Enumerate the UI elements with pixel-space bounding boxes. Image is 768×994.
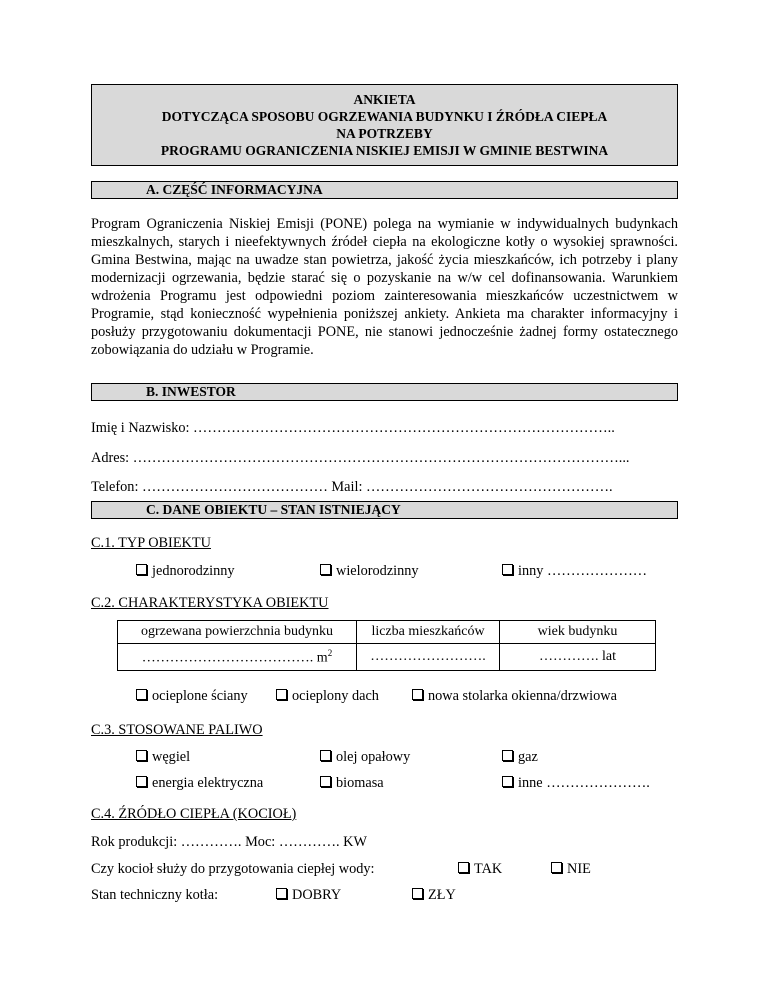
checkbox-icon[interactable] [276, 888, 287, 899]
checkbox-icon[interactable] [136, 689, 147, 700]
header-age: wiek budynku [500, 621, 656, 644]
address-field[interactable]: Adres: …………………………………………………………………………………………... [91, 450, 630, 466]
option-dobry[interactable]: DOBRY [276, 887, 341, 904]
form-header [91, 84, 678, 166]
year-power-field[interactable]: Rok produkcji: …………. Moc: …………. KW [91, 834, 367, 850]
hot-water-question: Czy kocioł służy do przygotowania ciepłej wody: [91, 861, 375, 877]
c4-title: C.4. ŹRÓDŁO CIEPŁA (KOCIOŁ) [91, 806, 297, 822]
checkbox-icon[interactable] [320, 750, 331, 761]
value-area[interactable]: ………………………………. $m^2$ [118, 644, 357, 671]
name-field[interactable]: Imię i Nazwisko: …………………………………………………………………………….. [91, 420, 615, 436]
value-age[interactable]: …………. lat [500, 644, 656, 671]
section-a-bar [91, 181, 678, 199]
checkbox-icon[interactable] [502, 564, 513, 575]
checkbox-icon[interactable] [136, 750, 147, 761]
checkbox-icon[interactable] [458, 862, 469, 873]
section-c-bar [91, 501, 678, 519]
value-residents[interactable]: ……………………. [357, 644, 500, 671]
header-residents: liczba mieszkańców [357, 621, 500, 644]
option-biomasa[interactable]: biomasa [320, 775, 384, 792]
condition-question: Stan techniczny kotła: [91, 887, 219, 903]
option-zly[interactable]: ZŁY [412, 887, 456, 904]
option-olej-opalowy[interactable]: olej opałowy [320, 749, 410, 766]
section-b-title: B. INWESTOR [146, 384, 236, 399]
option-wegiel[interactable]: węgiel [136, 749, 190, 766]
phone-mail-field[interactable]: Telefon: ………………………………… Mail: ……………………………………………. [91, 479, 613, 495]
checkbox-icon[interactable] [136, 564, 147, 575]
header-line-4: PROGRAMU OGRANICZENIA NISKIEJ EMISJI W GMINIE BESTWINA [160, 143, 609, 158]
option-ocieplone-sciany[interactable]: ocieplone ściany [136, 688, 248, 705]
checkbox-icon[interactable] [276, 689, 287, 700]
option-nie[interactable]: NIE [551, 861, 591, 878]
option-ocieplony-dach[interactable]: ocieplony dach [276, 688, 379, 705]
option-jednorodzinny[interactable]: jednorodzinny [136, 563, 235, 580]
option-nowa-stolarka[interactable]: nowa stolarka okienna/drzwiowa [412, 688, 617, 705]
checkbox-icon[interactable] [320, 564, 331, 575]
section-c-title: C. DANE OBIEKTU – STAN ISTNIEJĄCY [146, 502, 401, 517]
object-characteristics-table [117, 620, 656, 671]
header-line-3: NA POTRZEBY [336, 126, 433, 141]
c1-title: C.1. TYP OBIEKTU [91, 535, 211, 551]
option-wielorodzinny[interactable]: wielorodzinny [320, 563, 419, 580]
header-line-2: DOTYCZĄCA SPOSOBU OGRZEWANIA BUDYNKU I ŹRÓDŁA CIEPŁA [161, 109, 608, 124]
header-line-1: ANKIETA [353, 92, 416, 107]
checkbox-icon[interactable] [136, 776, 147, 787]
checkbox-icon[interactable] [412, 888, 423, 899]
checkbox-icon[interactable] [551, 862, 562, 873]
c2-title: C.2. CHARAKTERYSTYKA OBIEKTU [91, 595, 329, 611]
checkbox-icon[interactable] [320, 776, 331, 787]
option-gaz[interactable]: gaz [502, 749, 538, 766]
option-inne[interactable]: inne …………………. [502, 775, 650, 792]
section-b-bar [91, 383, 678, 401]
checkbox-icon[interactable] [412, 689, 423, 700]
checkbox-icon[interactable] [502, 750, 513, 761]
option-tak[interactable]: TAK [458, 861, 502, 878]
c3-title: C.3. STOSOWANE PALIWO [91, 722, 263, 738]
checkbox-icon[interactable] [502, 776, 513, 787]
header-area: ogrzewana powierzchnia budynku [118, 621, 357, 644]
section-a-title: A. CZĘŚĆ INFORMACYJNA [146, 182, 323, 197]
intro-paragraph: Program Ograniczenia Niskiej Emisji (PONE) polega na wymianie w indywidualnych budynkach mieszkalnych, starych i nieefektywnych źródeł ciepła na ekologiczne kotły o wysokiej sprawności. Gmina Bestwina, mając na uwadze stan powietrza, jakość życia mieszkańców, ich potrzeby i plany modernizacji ogrzewania, będzie starać się o pozyskanie na w/w cel dofinansowania. Warunkiem wdrożenia Programu jest odpowiedni poziom zainteresowania mieszkańców uczestnictwem w Programie, stąd konieczność wypełnienia poniższej ankiety. Ankieta ma charakter informacyjny i posłuży przygotowaniu dokumentacji PONE, nie stanowi jednocześnie żadnej formy ostatecznego zobowiązania do udziału w Programie. [91, 216, 678, 358]
option-energia-elektryczna[interactable]: energia elektryczna [136, 775, 263, 792]
option-inny[interactable]: inny ………………… [502, 563, 647, 580]
